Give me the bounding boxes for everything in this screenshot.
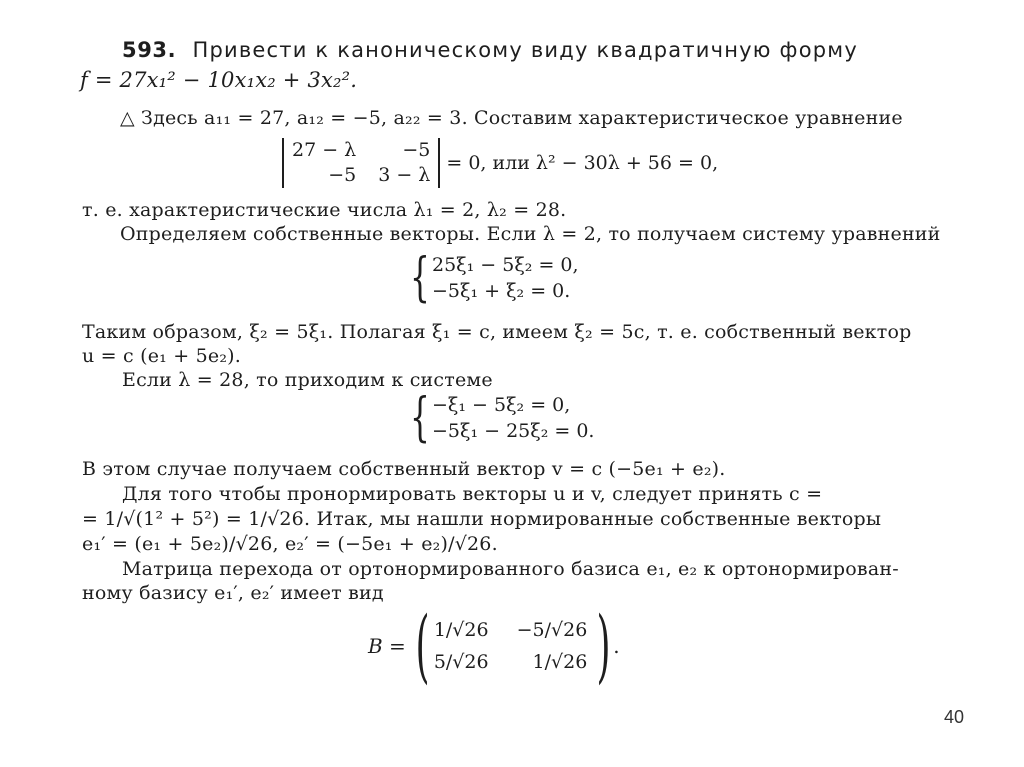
- normalize-line: Для того чтобы пронормировать векторы u и v, следует принять c =: [122, 483, 823, 505]
- coefficients-line: △ Здесь a₁₁ = 27, a₁₂ = −5, a₂₂ = 3. Составим характеристическое уравнение: [120, 107, 903, 129]
- normalization-constant-line: = 1/√(1² + 5²) = 1/√26. Итак, мы нашли нормированные собственные векторы: [82, 508, 882, 530]
- basis-line: ному базису e₁′, e₂′ имеет вид: [82, 582, 384, 604]
- transition-matrix: [368, 599, 620, 692]
- matrix-cell: −5/√26: [516, 619, 588, 641]
- problem-statement: Привести к каноническому виду квадратичную форму: [192, 38, 858, 62]
- matrix-cell: 1/√26: [433, 619, 489, 641]
- matrix-label: B =: [368, 634, 406, 658]
- eigenvector-u-formula: u = c (e₁ + 5e₂).: [82, 345, 241, 367]
- matrix-period: .: [613, 634, 620, 658]
- equation-system-1: [410, 248, 579, 308]
- characteristic-determinant: [282, 138, 718, 188]
- system-equation: −ξ₁ − 5ξ₂ = 0,: [432, 394, 571, 416]
- normalized-vectors-line: e₁′ = (e₁ + 5e₂)/√26, e₂′ = (−5e₁ + e₂)/√26.: [82, 533, 498, 555]
- problem-number: 593.: [122, 38, 177, 62]
- eigenvector-v-line: В этом случае получаем собственный вектор v = c (−5e₁ + e₂).: [82, 458, 726, 480]
- right-paren-icon: ): [596, 599, 611, 692]
- page-number: 40: [944, 707, 965, 727]
- matrix-cell: 1/√26: [532, 651, 588, 673]
- quadratic-form: f = 27x₁² − 10x₁x₂ + 3x₂².: [80, 68, 358, 92]
- matrix-grid: [430, 617, 591, 675]
- det-cell: 27 − λ: [292, 139, 357, 161]
- matrix-cell: 5/√26: [433, 651, 489, 673]
- left-brace-icon: {: [410, 388, 430, 448]
- det-cell: −5: [328, 164, 357, 186]
- det-cell: −5: [402, 139, 431, 161]
- lambda-28-line: Если λ = 28, то приходим к системе: [122, 369, 493, 391]
- characteristic-equation: = 0, или λ² − 30λ + 56 = 0,: [446, 152, 719, 174]
- problem-header: [122, 38, 858, 63]
- left-brace-icon: {: [410, 248, 430, 308]
- eigenvectors-intro-line: Определяем собственные векторы. Если λ = 2, то получаем систему уравнений: [120, 223, 941, 245]
- det-cell: 3 − λ: [378, 164, 431, 186]
- system-equation: 25ξ₁ − 5ξ₂ = 0,: [432, 254, 579, 276]
- left-paren-icon: (: [415, 599, 430, 692]
- system-equation: −5ξ₁ − 25ξ₂ = 0.: [432, 420, 595, 442]
- eigenvalues-line: т. е. характеристические числа λ₁ = 2, λ₂ = 28.: [82, 199, 567, 221]
- system-equation: −5ξ₁ + ξ₂ = 0.: [432, 280, 571, 302]
- determinant-matrix: [282, 138, 440, 188]
- eigenvector-u-line: Таким образом, ξ₂ = 5ξ₁. Полагая ξ₁ = c, имеем ξ₂ = 5c, т. е. собственный вектор: [82, 321, 912, 343]
- equation-system-2: [410, 388, 595, 448]
- transition-matrix-line: Матрица перехода от ортонормированного базиса e₁, e₂ к ортонормирован-: [122, 558, 899, 580]
